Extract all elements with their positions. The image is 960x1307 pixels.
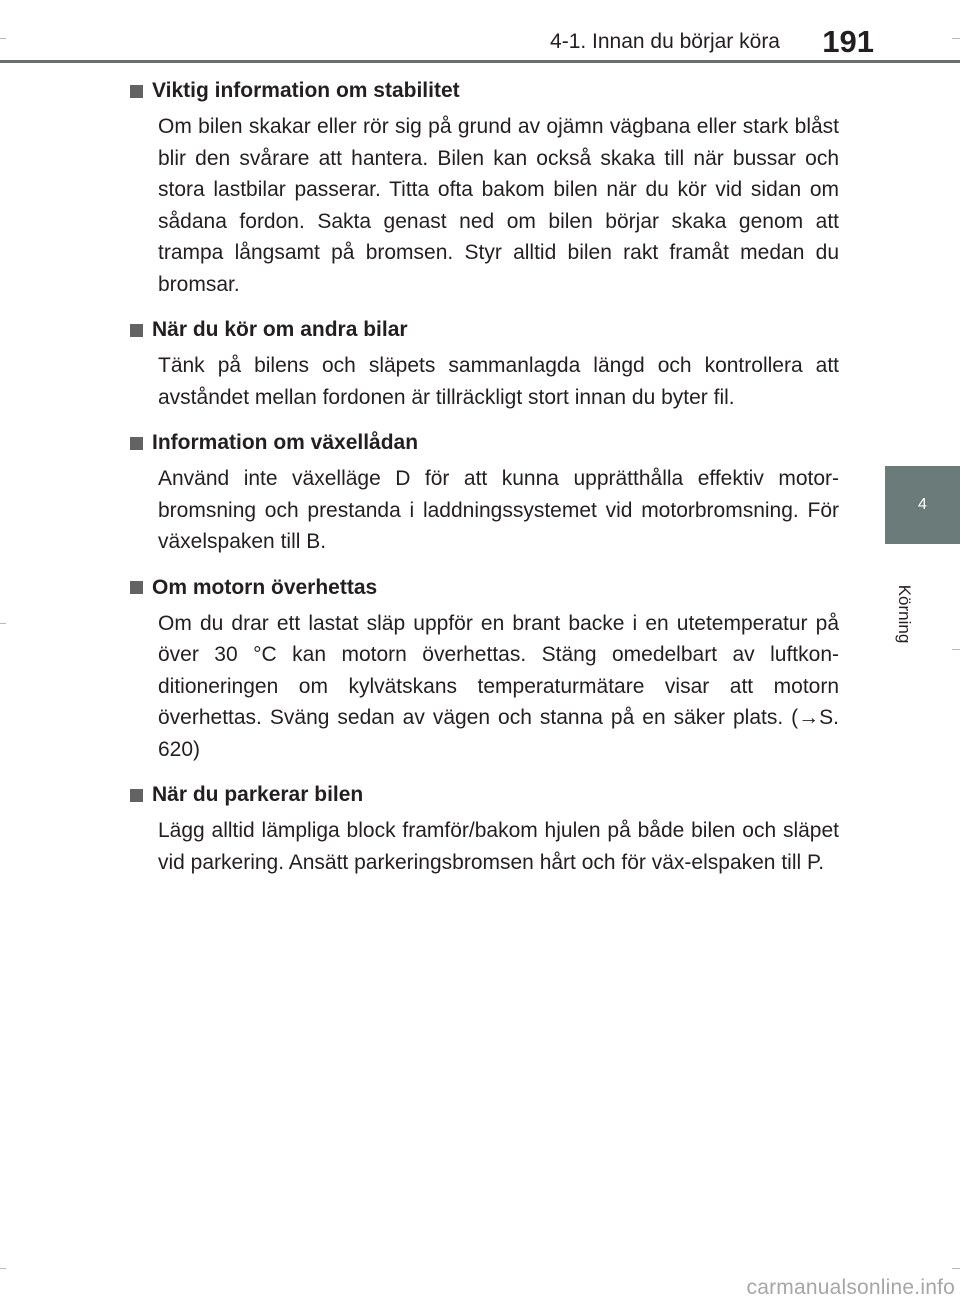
section-parking bbox=[133, 780, 839, 878]
section-paragraph: Använd inte växelläge D för att kunna upprätthålla effektiv motor-bromsning och prestanda i laddningssystemet vid motorbromsning. För växelspaken till B. bbox=[158, 467, 839, 553]
section-heading-text: Information om växellådan bbox=[152, 431, 419, 454]
section-transmission bbox=[133, 428, 839, 558]
section-stability bbox=[133, 76, 839, 300]
page-header bbox=[0, 0, 960, 66]
section-heading-text: Viktig information om stabilitet bbox=[152, 79, 460, 102]
crop-mark bbox=[952, 649, 960, 650]
square-bullet-icon bbox=[130, 324, 143, 337]
square-bullet-icon bbox=[130, 789, 143, 802]
section-heading bbox=[130, 76, 839, 106]
square-bullet-icon bbox=[130, 85, 143, 98]
crop-mark bbox=[0, 1268, 6, 1269]
section-heading bbox=[130, 428, 839, 458]
crop-mark bbox=[952, 38, 960, 39]
page-content bbox=[133, 76, 839, 893]
section-overtaking bbox=[133, 315, 839, 413]
section-paragraph: Om bilen skakar eller rör sig på grund av ojämn vägbana eller stark blåst blir den svårare att hantera. Bilen kan också skaka till när bussar och stora lastbilar passerar. Titta ofta bakom bilen när du kör vid sidan om sådana fordon. Sakta genast ned om bilen börjar skaka genom att trampa långsamt på bromsen. Styr alltid bilen rakt framåt medan du bromsar. bbox=[158, 115, 839, 296]
square-bullet-icon bbox=[130, 581, 143, 594]
section-overheating bbox=[133, 573, 839, 766]
section-heading-text: Om motorn överhettas bbox=[152, 575, 378, 599]
section-heading bbox=[130, 315, 839, 345]
chapter-tab bbox=[885, 466, 960, 544]
page-number: 191 bbox=[822, 24, 874, 59]
crop-mark bbox=[952, 1268, 960, 1269]
chapter-label-text: Körning bbox=[895, 584, 914, 644]
section-paragraph: Tänk på bilens och släpets sammanlagda längd och kontrollera att avståndet mellan fordonen är tillräckligt stort innan du byter fil. bbox=[158, 354, 839, 409]
header-rule bbox=[0, 60, 960, 63]
section-paragraph: Lägg alltid lämpliga block framför/bakom hjulen på både bilen och släpet vid parkering. Ansätt parkeringsbromsen hårt och för väx-elspaken till P. bbox=[158, 819, 839, 874]
square-bullet-icon bbox=[130, 437, 143, 450]
section-title: 4-1. Innan du börjar köra bbox=[550, 30, 780, 53]
crop-mark bbox=[0, 623, 6, 624]
chapter-number: 4 bbox=[918, 496, 927, 513]
section-heading-text: När du parkerar bilen bbox=[152, 783, 364, 806]
watermark: carmanualsonline.info bbox=[746, 1276, 955, 1299]
section-paragraph: Om du drar ett lastat släp uppför en brant backe i en utetemperatur på över 30 °C kan motorn överhettas. Stäng omedelbart av luftkon-ditioneringen om kylvätskans temperaturmätare visar att motorn överhettas. Sväng sedan av vägen och stanna på en säker plats. (→S. 620) bbox=[158, 611, 839, 761]
section-heading bbox=[130, 780, 839, 810]
section-heading bbox=[130, 573, 839, 603]
crop-mark bbox=[0, 38, 6, 39]
section-heading-text: När du kör om andra bilar bbox=[152, 318, 408, 341]
